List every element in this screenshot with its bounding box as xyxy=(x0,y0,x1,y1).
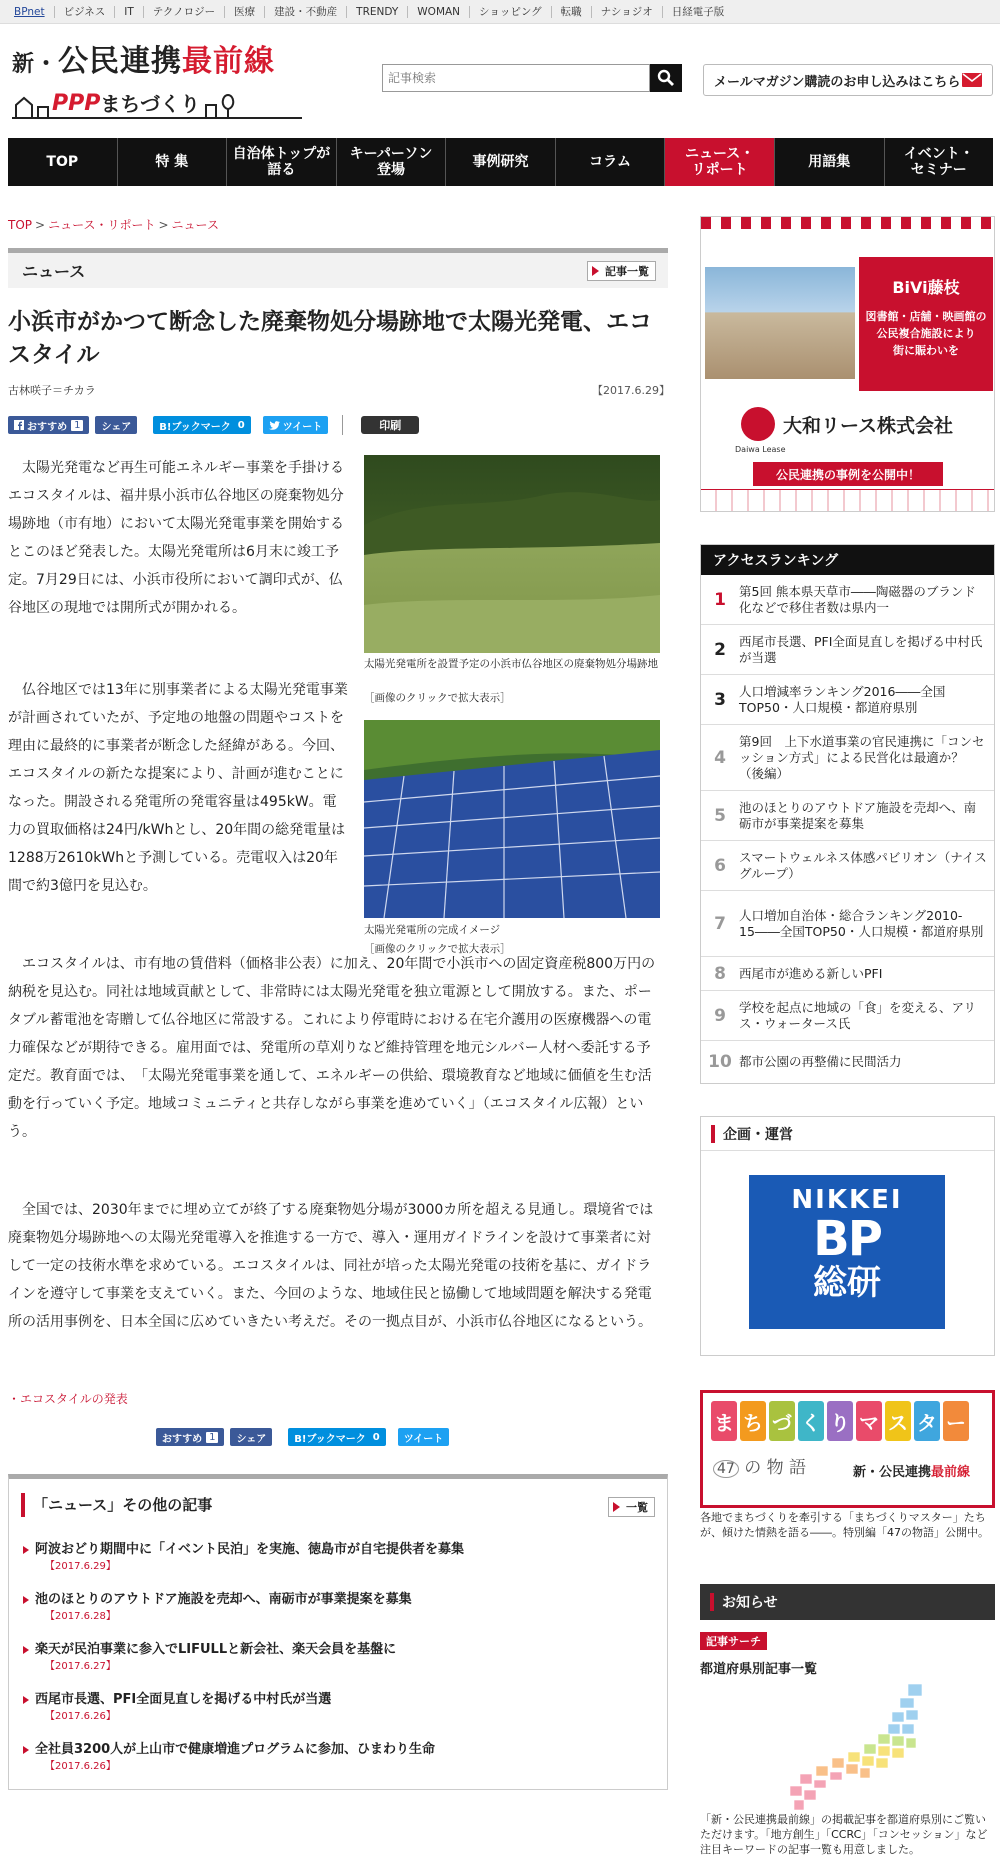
daiwa-logo xyxy=(741,407,953,441)
solar-panel-image xyxy=(364,720,660,918)
hatena-label: B!ブックマーク xyxy=(294,1433,366,1445)
network-link-shopping[interactable]: ショッピング xyxy=(470,6,552,18)
planning-title: 企画・運営 xyxy=(723,1126,793,1143)
other-article-item[interactable] xyxy=(23,1741,653,1775)
ranking-number: 3 xyxy=(714,689,726,710)
ad-stripe xyxy=(701,217,995,229)
envelope-icon xyxy=(962,73,982,87)
ranking-number: 10 xyxy=(708,1052,732,1072)
master-char: り xyxy=(827,1401,853,1441)
header-accent xyxy=(710,1593,714,1611)
master-description: 各地でまちづくりを牽引する「まちづくりマスター」たちが、傾けた情熱を語る――。特別編「47の物語」公開中。 xyxy=(700,1511,989,1539)
breadcrumb-separator: > xyxy=(35,218,46,232)
logo-part-new: 新・ xyxy=(12,52,59,77)
article-list-label: 記事一覧 xyxy=(605,265,649,278)
ranking-number: 7 xyxy=(714,913,726,934)
nav-keyperson[interactable]: キーパーソン 登場 xyxy=(337,138,447,186)
triangle-right-icon xyxy=(23,1746,29,1754)
nav-top[interactable]: TOP xyxy=(8,138,118,186)
other-article-title: 阿波おどり期間中に「イベント民泊」を実施、徳島市が自宅提供者を募集 xyxy=(35,1542,465,1557)
other-article-title: 全社員3200人が上山市で健康増進プログラムに参加、ひまわり生命 xyxy=(35,1742,436,1757)
article-paragraph-2: 仏谷地区では13年に別事業者による太陽光発電事業が計画されていたが、予定地の地盤の問題やコストを理由に最終的に事業者が断念した経緯がある。今回、エコスタイルの新たな提案により、計画が進むことになった。開設される発電所の発電容量は495kW。電力の買取価格は24円/kWhとし、20年間の総発電量は1288万2610kWhと予測している。売電収入は20年間で約3億円を見込む。 xyxy=(8,682,348,894)
ranking-item[interactable] xyxy=(701,575,994,625)
ranking-text: 西尾市長選、PFI全面見直しを掲げる中村氏が当選 xyxy=(739,633,983,665)
print-button[interactable]: 印刷 xyxy=(361,416,419,434)
bivi-text: 図書館・店舗・映画館の 公民複合施設により 街に賑わいを xyxy=(865,310,987,357)
facebook-share-button[interactable]: シェア xyxy=(95,416,137,434)
article-list-button[interactable] xyxy=(587,261,656,281)
access-ranking xyxy=(700,544,995,1084)
photo-solar-panels[interactable] xyxy=(364,720,660,918)
daiwa-mark-icon xyxy=(741,407,775,441)
facebook-count: 1 xyxy=(71,420,83,431)
triangle-right-icon xyxy=(592,266,599,276)
master-site-logo xyxy=(853,1461,970,1480)
nikkei-bp-logo[interactable] xyxy=(749,1175,945,1329)
facebook-icon xyxy=(14,420,24,430)
other-article-date: 【2017.6.29】 xyxy=(45,1561,116,1572)
notice-title: お知らせ xyxy=(722,1595,778,1611)
photo-landfill-site[interactable] xyxy=(364,455,660,653)
facebook-count: 1 xyxy=(206,1432,218,1443)
nav-events[interactable]: イベント・ セミナー xyxy=(903,146,974,178)
bivi-info-box xyxy=(859,257,993,391)
planning-box xyxy=(700,1116,995,1356)
ranking-item[interactable] xyxy=(701,991,994,1041)
other-article-title: 池のほとりのアウトドア施設を売却へ、南砺市が事業提案を募集 xyxy=(35,1592,412,1607)
network-link-natgeo[interactable]: ナショジオ xyxy=(592,6,663,18)
master-logo-part-b: 最前線 xyxy=(931,1465,971,1480)
other-article-date: 【2017.6.28】 xyxy=(45,1611,116,1622)
nav-news-report[interactable]: ニュース・ リポート xyxy=(665,138,775,186)
photo-solar-enlarge[interactable]: ［画像のクリックで拡大表示］ xyxy=(364,943,511,955)
master-47-number: 47 xyxy=(713,1460,739,1478)
daiwa-lease-ad[interactable] xyxy=(700,216,995,512)
breadcrumb-news-report[interactable]: ニュース・リポート xyxy=(48,218,156,232)
breadcrumb-separator: > xyxy=(158,218,169,232)
master-title xyxy=(711,1401,969,1441)
ranking-text: スマートウェルネス体感パビリオン（ナイスグループ） xyxy=(739,849,987,881)
social-bar xyxy=(8,416,419,434)
other-article-item[interactable] xyxy=(23,1691,653,1725)
ranking-item[interactable] xyxy=(701,841,994,891)
daiwa-company-name: 大和リース株式会社 xyxy=(783,414,954,437)
ranking-number: 5 xyxy=(714,805,726,826)
triangle-right-icon xyxy=(613,1502,620,1512)
network-link-woman[interactable]: WOMAN xyxy=(408,6,470,18)
triangle-right-icon xyxy=(23,1696,29,1704)
daiwa-company-en: Daiwa Lease xyxy=(735,445,786,454)
network-bar xyxy=(0,0,1000,24)
ranking-item[interactable] xyxy=(701,725,994,791)
triangle-right-icon xyxy=(23,1646,29,1654)
ranking-item[interactable] xyxy=(701,1041,994,1083)
machizukuri-master-banner[interactable] xyxy=(700,1390,995,1508)
notice-header xyxy=(700,1584,995,1620)
ranking-title: アクセスランキング xyxy=(701,545,994,575)
hatena-count: 0 xyxy=(237,419,245,431)
master-logo-part-a: 新・公民連携 xyxy=(853,1465,932,1480)
nav-feature[interactable]: 特 集 xyxy=(118,138,228,186)
section-title: ニュース xyxy=(22,262,86,281)
ranking-item[interactable] xyxy=(701,675,994,725)
article-title: 小浜市がかつて断念した廃棄物処分場跡地で太陽光発電、エコスタイル xyxy=(8,309,652,368)
logo-part-frontline: 最前線 xyxy=(182,44,276,79)
logo-title xyxy=(12,44,312,83)
grass-field-image xyxy=(364,455,660,653)
article-paragraph-4: 全国では、2030年までに埋め立てが終了する廃棄物処分場が3000カ所を超える見通し。環境省では廃棄物処分場跡地への太陽光発電導入を推進する一方で、導入・運用ガイドラインを設けて事業者に対して一定の技術水準を求めている。エコスタイルは、同社が培った太陽光発電の技術を基に、ガイドラインを遵守して事業を支えていく。また、今回のような、地域住民と協働して地域問題を解決する発電所の活用事例を、日本全国に広めていきたい考えだ。その一拠点目が、小浜市仏谷地区になるという。 xyxy=(8,1202,654,1330)
ad-skyline-illustration xyxy=(701,489,995,511)
network-link-technology[interactable]: テクノロジー xyxy=(144,6,225,18)
master-char: ス xyxy=(885,1401,911,1441)
other-article-title: 西尾市長選、PFI全面見直しを掲げる中村氏が当選 xyxy=(35,1692,332,1707)
breadcrumb xyxy=(8,216,219,233)
ranking-number: 2 xyxy=(714,639,726,660)
master-char: タ xyxy=(914,1401,940,1441)
article-paragraph-3: エコスタイルは、市有地の賃借料（価格非公表）に加え、20年間で小浜市への固定資産税800万円の納税を見込む。同社は地域貢献として、非常時には太陽光発電を独立電源として開放する。また、ポータブル蓄電池を寄贈して仏谷地区に常設する。これにより停電時における在宅介護用の医療機器への電力確保などが期待できる。雇用面では、発電所の草刈りなど維持管理を地元シルバー人材へ委託する予定だ。教育面では、 「太陽光発電事業を通して、エネルギーの供給、環境教育など地域に価値を生む活動を行っていく予定。地域コミュニティと共存しながら事業を進めていく」（エコスタイル広報）という。 xyxy=(8,956,656,1140)
site-logo[interactable] xyxy=(12,44,312,120)
other-articles-list-button[interactable] xyxy=(608,1497,655,1517)
network-link-business[interactable]: ビジネス xyxy=(55,6,116,18)
japan-map-icon xyxy=(760,1682,940,1812)
search-input[interactable] xyxy=(382,64,650,92)
facebook-share-button[interactable]: シェア xyxy=(230,1428,272,1446)
other-articles-title: 「ニュース」その他の記事 xyxy=(21,1493,212,1517)
other-article-date: 【2017.6.27】 xyxy=(45,1661,116,1672)
tweet-button[interactable] xyxy=(263,416,329,434)
ranking-text: 都市公園の再整備に民間活力 xyxy=(739,1054,902,1069)
logo-part-ppp: 公民連携 xyxy=(58,44,183,79)
network-link-medical[interactable]: 医療 xyxy=(225,6,265,18)
nav-case-study[interactable]: 事例研究 xyxy=(446,138,556,186)
tweet-button[interactable] xyxy=(398,1428,450,1446)
ranking-number: 4 xyxy=(714,747,726,768)
facebook-label: おすすめ xyxy=(162,1433,203,1445)
logo-machizukuri-text: まちづくり xyxy=(100,92,201,116)
hatena-label: B!ブックマーク xyxy=(159,421,231,433)
master-subtitle-text: の 物 語 xyxy=(744,1458,807,1478)
breadcrumb-top[interactable]: TOP xyxy=(8,218,33,232)
tweet-label: ツイート xyxy=(403,1433,444,1445)
ranking-item[interactable] xyxy=(701,957,994,991)
ranking-number: 1 xyxy=(714,589,726,610)
nbp-line-2: BP xyxy=(813,1211,881,1267)
hatena-bookmark-button[interactable] xyxy=(153,416,250,434)
newsletter-signup-button[interactable] xyxy=(703,64,993,96)
ranking-text: 人口増減率ランキング2016――全国TOP50・人口規模・都道府県別 xyxy=(739,683,946,715)
facebook-recommend-button[interactable] xyxy=(8,416,89,434)
japan-map-image[interactable] xyxy=(760,1682,940,1812)
hatena-count: 0 xyxy=(372,1431,380,1443)
tweet-label: ツイート xyxy=(282,421,323,433)
facebook-recommend-button[interactable] xyxy=(156,1428,224,1446)
other-articles-list-label: 一覧 xyxy=(626,1501,648,1514)
network-link-it[interactable]: IT xyxy=(115,6,144,18)
network-link-construction[interactable]: 建設・不動産 xyxy=(265,6,347,18)
master-char: マ xyxy=(856,1401,882,1441)
other-articles-box xyxy=(8,1474,668,1790)
hatena-bookmark-button[interactable] xyxy=(288,1428,385,1446)
triangle-right-icon xyxy=(23,1546,29,1554)
ranking-text: 西尾市が進める新しいPFI xyxy=(739,965,883,981)
nav-local-leaders[interactable]: 自治体トップが 語る xyxy=(227,138,337,186)
article-author: 古林咲子＝チカラ xyxy=(8,384,96,397)
house-icon xyxy=(12,93,52,117)
daiwa-cta: 公民連携の事例を公開中！ xyxy=(753,462,943,486)
master-char: ち xyxy=(740,1401,766,1441)
prefecture-description: 「新・公民連携最前線」の掲載記事を都道府県別にご覧いただけます。「地方創生」「CCRC」「コンセッション」など注目キーワードの記事一覧も用意しました。 xyxy=(700,1813,988,1856)
network-link-career[interactable]: 転職 xyxy=(552,6,592,18)
newsletter-label: メールマガジン購読のお申し込みはこちら xyxy=(714,74,961,90)
master-subtitle xyxy=(713,1453,806,1478)
other-article-item[interactable] xyxy=(23,1591,653,1625)
article-date: 【2017.6.29】 xyxy=(592,384,670,397)
search-button[interactable] xyxy=(650,64,682,92)
nav-column[interactable]: コラム xyxy=(556,138,666,186)
ranking-text: 人口増加自治体・総合ランキング2010-15――全国TOP50・人口規模・都道府県別 xyxy=(739,907,984,939)
social-divider xyxy=(342,415,343,435)
other-article-date: 【2017.6.26】 xyxy=(45,1711,116,1722)
other-article-item[interactable] xyxy=(23,1541,653,1575)
article-paragraph-1: 太陽光発電など再生可能エネルギー事業を手掛けるエコスタイルは、福井県小浜市仏谷地区の廃棄物処分場跡地（市有地）において太陽光発電事業を開始するとこのほど発表した。太陽光発電所は6月末に竣工予定。7月29日には、小浜市役所において調印式が、仏谷地区の現地では開所式が開かれる。 xyxy=(8,460,344,616)
article-search-tag: 記事サーチ xyxy=(700,1632,767,1650)
search-icon xyxy=(657,69,675,87)
ranking-text: 第5回 熊本県天草市――陶磁器のブランド化などで移住者数は県内一 xyxy=(739,583,976,615)
bivi-title: BiVi藤枝 xyxy=(892,278,960,297)
photo-landfill-caption: 太陽光発電所を設置予定の小浜市仏谷地区の廃棄物処分場跡地 xyxy=(364,658,658,670)
network-link-bpnet[interactable]: BPnet xyxy=(14,6,55,18)
ranking-text: 学校を起点に地域の「食」を変える、アリス・ウォータース氏 xyxy=(739,999,977,1031)
master-char: づ xyxy=(769,1401,795,1441)
master-char: ま xyxy=(711,1401,737,1441)
photo-landfill-enlarge[interactable]: ［画像のクリックで拡大表示］ xyxy=(364,692,511,704)
search-bar xyxy=(382,64,682,92)
press-release-link[interactable]: ・エコスタイルの発表 xyxy=(8,1392,128,1406)
other-article-title: 楽天が民泊事業に参入でLIFULLと新会社、楽天会員を基盤に xyxy=(35,1642,397,1657)
network-link-trendy[interactable]: TRENDY xyxy=(347,6,408,18)
social-bar-bottom xyxy=(156,1428,449,1446)
twitter-icon xyxy=(269,421,280,430)
ranking-item[interactable] xyxy=(701,625,994,675)
ranking-text: 池のほとりのアウトドア施設を売却へ、南砺市が事業提案を募集 xyxy=(739,799,977,831)
network-link-nikkei[interactable]: 日経電子版 xyxy=(671,5,725,18)
other-article-item[interactable] xyxy=(23,1641,653,1675)
planning-header xyxy=(701,1117,994,1151)
ranking-number: 6 xyxy=(714,855,726,876)
photo-solar-caption: 太陽光発電所の完成イメージ xyxy=(364,924,501,936)
ranking-item[interactable] xyxy=(701,891,994,957)
other-article-date: 【2017.6.26】 xyxy=(45,1761,116,1772)
facebook-label: おすすめ xyxy=(27,421,68,433)
logo-subtitle xyxy=(12,87,302,119)
master-char: ー xyxy=(943,1401,969,1441)
nav-glossary[interactable]: 用語集 xyxy=(775,138,885,186)
nbp-line-3: 総研 xyxy=(813,1263,881,1303)
prefecture-articles-link[interactable]: 都道府県別記事一覧 xyxy=(700,1662,818,1677)
section-header xyxy=(8,248,668,288)
ranking-number: 8 xyxy=(714,963,726,984)
ranking-number: 9 xyxy=(714,1005,726,1026)
breadcrumb-news[interactable]: ニュース xyxy=(171,218,219,232)
tree-icon xyxy=(200,93,240,117)
main-nav xyxy=(8,138,993,186)
header-accent xyxy=(711,1125,715,1143)
master-char: く xyxy=(798,1401,824,1441)
bivi-building-image xyxy=(705,267,855,379)
triangle-right-icon xyxy=(23,1596,29,1604)
logo-ppp-text: PPP xyxy=(52,91,101,116)
ranking-text: 第9回 上下水道事業の官民連携に「コンセッション方式」による民営化は最適か？（後編） xyxy=(739,733,985,781)
ranking-item[interactable] xyxy=(701,791,994,841)
nbp-line-1: NIKKEI xyxy=(791,1185,903,1215)
